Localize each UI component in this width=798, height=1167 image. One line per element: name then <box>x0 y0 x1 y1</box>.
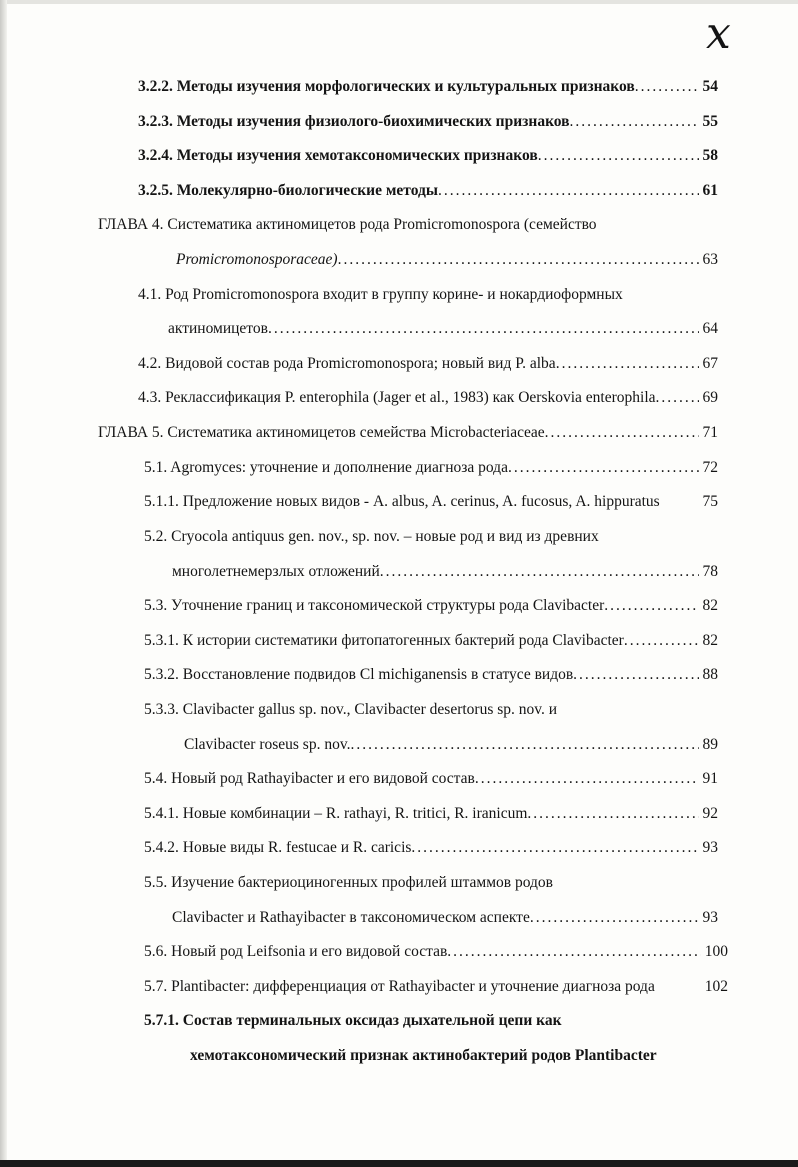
toc-chapter-heading: ГЛАВА 4. Систематика актиномицетов рода Promicromonospora (семейство <box>98 216 597 233</box>
toc-entry: Promicromonosporaceae) ..... 63 <box>176 248 718 272</box>
toc-entry: 4.3. Реклассификация P. enterophila (Jager et al., 1983) как Oerskovia enterophila ..... 69 <box>138 386 718 410</box>
toc-entry: 3.2.5. Молекулярно-биологические методы ..... 61 <box>138 179 718 203</box>
toc-entry: 5.3.3. Clavibacter gallus sp. nov., Clavibacter desertorus sp. nov. и <box>144 701 558 718</box>
toc-entry: 5.3.2. Восстановление подвидов Cl michiganensis в статусе видов ..... 88 <box>144 663 718 687</box>
toc-entry: 5.6. Новый род Leifsonia и его видовой состав ..... 100 <box>144 940 728 964</box>
toc-entry: 5.4.1. Новые комбинации – R. rathayi, R. tritici, R. iranicum ..... 92 <box>144 802 718 826</box>
scan-bottom-edge <box>0 1160 798 1167</box>
toc-entry: 3.2.3. Методы изучения физиолого-биохимических признаков ..... 55 <box>138 110 718 134</box>
toc-entry: 3.2.4. Методы изучения хемотаксономических признаков ..... 58 <box>138 144 718 168</box>
toc-entry: 5.1.1. Предложение новых видов - A. albus, A. cerinus, A. fucosus, A. hippuratus 75 <box>144 493 718 510</box>
toc-entry: Clavibacter и Rathayibacter в таксономическом аспекте ..... 93 <box>172 906 718 930</box>
toc-entry: 5.3.1. К истории систематики фитопатогенных бактерий рода Clavibacter ..... 82 <box>144 629 718 653</box>
scan-left-edge <box>0 0 7 1167</box>
handwritten-page-number: х <box>706 8 731 59</box>
toc-entry: Clavibacter roseus sp. nov. ..... 89 <box>184 733 718 757</box>
toc-entry: хемотаксономический признак актинобактерий родов Plantibacter <box>190 1047 657 1064</box>
toc-entry: 4.2. Видовой состав рода Promicromonospora; новый вид P. alba ..... 67 <box>138 352 718 376</box>
toc-chapter-heading: ГЛАВА 5. Систематика актиномицетов семейства Microbacteriaceae ..... 71 <box>98 421 718 445</box>
scan-top-edge <box>0 0 798 4</box>
toc-entry: 3.2.2. Методы изучения морфологических и культуральных признаков ..... 54 <box>138 75 718 99</box>
toc-entry: многолетнемерзлых отложений ..... 78 <box>172 560 718 584</box>
toc-entry: 5.7.1. Состав терминальных оксидаз дыхательной цепи как <box>144 1012 562 1029</box>
toc-entry: 5.4. Новый род Rathayibacter и его видовой состав ..... 91 <box>144 767 718 791</box>
toc-entry: 5.7. Plantibacter: дифференциация от Rathayibacter и уточнение диагноза рода 102 <box>144 978 728 995</box>
toc-entry: 5.4.2. Новые виды R. festucae и R. caricis ..... 93 <box>144 836 718 860</box>
toc-entry: актиномицетов ..... 64 <box>168 317 718 341</box>
toc-entry: 5.5. Изучение бактериоциногенных профилей штаммов родов <box>144 874 553 891</box>
toc-entry: 5.2. Cryocola antiquus gen. nov., sp. nov. – новые род и вид из древних <box>144 528 599 545</box>
toc-entry: 4.1. Род Promicromonospora входит в группу корине- и нокардиоформных <box>138 286 623 303</box>
toc-entry: 5.1. Agromyces: уточнение и дополнение диагноза рода ..... 72 <box>144 456 718 480</box>
toc-entry: 5.3. Уточнение границ и таксономической структуры рода Clavibacter ..... 82 <box>144 594 718 618</box>
